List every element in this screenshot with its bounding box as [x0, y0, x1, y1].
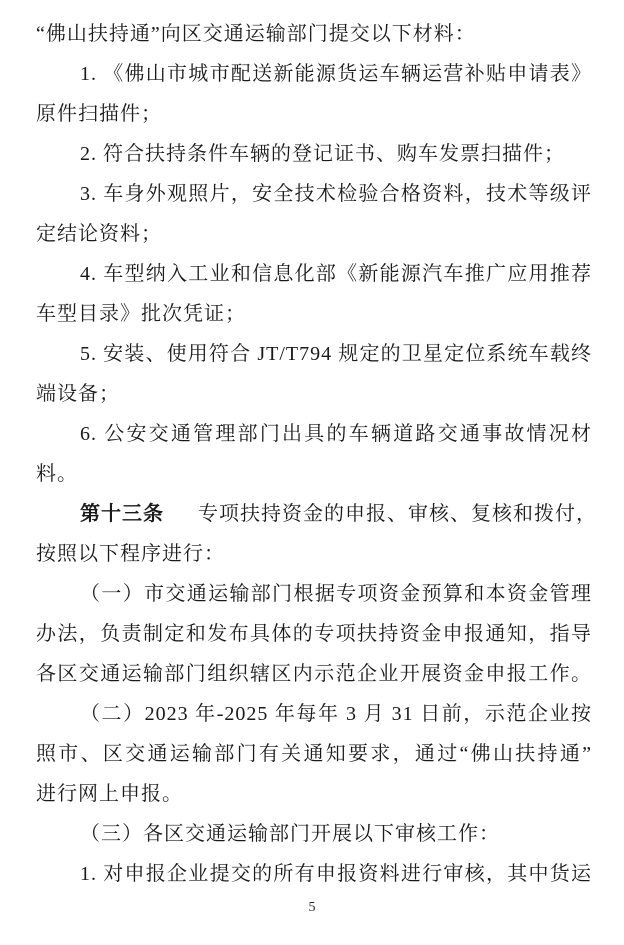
text-line: [36, 534, 592, 574]
text-line: [36, 94, 592, 134]
text-line: [36, 694, 592, 734]
line-text: 1. 对申报企业提交的所有申报资料进行审核，其中货运: [80, 863, 592, 885]
text-line: [36, 454, 592, 494]
line-text: 车型目录》批次凭证；: [36, 303, 246, 325]
text-line: [36, 574, 592, 614]
line-text: 按照以下程序进行：: [36, 543, 225, 565]
text-line: [36, 774, 592, 814]
line-text: 2. 符合扶持条件车辆的登记证书、购车发票扫描件；: [80, 143, 565, 165]
line-text: 各区交通运输部门组织辖区内示范企业开展资金申报工作。: [36, 663, 592, 685]
text-line: [36, 654, 592, 694]
text-line: [36, 54, 592, 94]
line-text: 进行网上申报。: [36, 783, 183, 805]
line-text: （一）市交通运输部门根据专项资金预算和本资金管理: [80, 583, 592, 605]
line-text: 端设备；: [36, 383, 120, 405]
text-line: [36, 134, 592, 174]
line-text: 1. 《佛山市城市配送新能源货运车辆运营补贴申请表》: [80, 63, 592, 85]
text-line: [36, 334, 592, 374]
line-text: 料。: [36, 463, 78, 485]
text-line: [36, 494, 597, 534]
text-line: [36, 174, 592, 214]
line-text: 5. 安装、使用符合 JT/T794 规定的卫星定位系统车载终: [80, 343, 592, 365]
line-text: （三）各区交通运输部门开展以下审核工作：: [80, 823, 500, 845]
line-text: 定结论资料；: [36, 223, 162, 245]
text-line: [36, 734, 592, 774]
line-text: 办法，负责制定和发布具体的专项扶持资金申报通知，指导: [36, 623, 592, 645]
line-text: 照市、区交通运输部门有关通知要求，通过“佛山扶持通”: [36, 743, 592, 765]
line-text: 4. 车型纳入工业和信息化部《新能源汽车推广应用推荐: [80, 263, 592, 285]
line-text: 6. 公安交通管理部门出具的车辆道路交通事故情况材: [80, 423, 592, 445]
text-line: [36, 14, 592, 54]
line-text: 3. 车身外观照片，安全技术检验合格资料，技术等级评: [80, 183, 592, 205]
text-line: [36, 414, 592, 454]
line-text: “佛山扶持通”向区交通运输部门提交以下材料：: [36, 23, 476, 45]
line-text: （二）2023 年-2025 年每年 3 月 31 日前，示范企业按: [80, 703, 592, 725]
text-line: [36, 214, 592, 254]
text-line: [36, 614, 592, 654]
page-number: 5: [308, 900, 316, 915]
text-line: [36, 814, 592, 854]
text-line: [36, 854, 592, 894]
text-line: [36, 374, 592, 414]
line-text: 原件扫描件；: [36, 103, 162, 125]
line-text: 专项扶持资金的申报、审核、复核和拨付，: [198, 503, 597, 525]
text-line: [36, 254, 592, 294]
document-body: [36, 14, 597, 894]
text-line: [36, 294, 592, 334]
article-heading: 第十三条: [80, 503, 164, 525]
